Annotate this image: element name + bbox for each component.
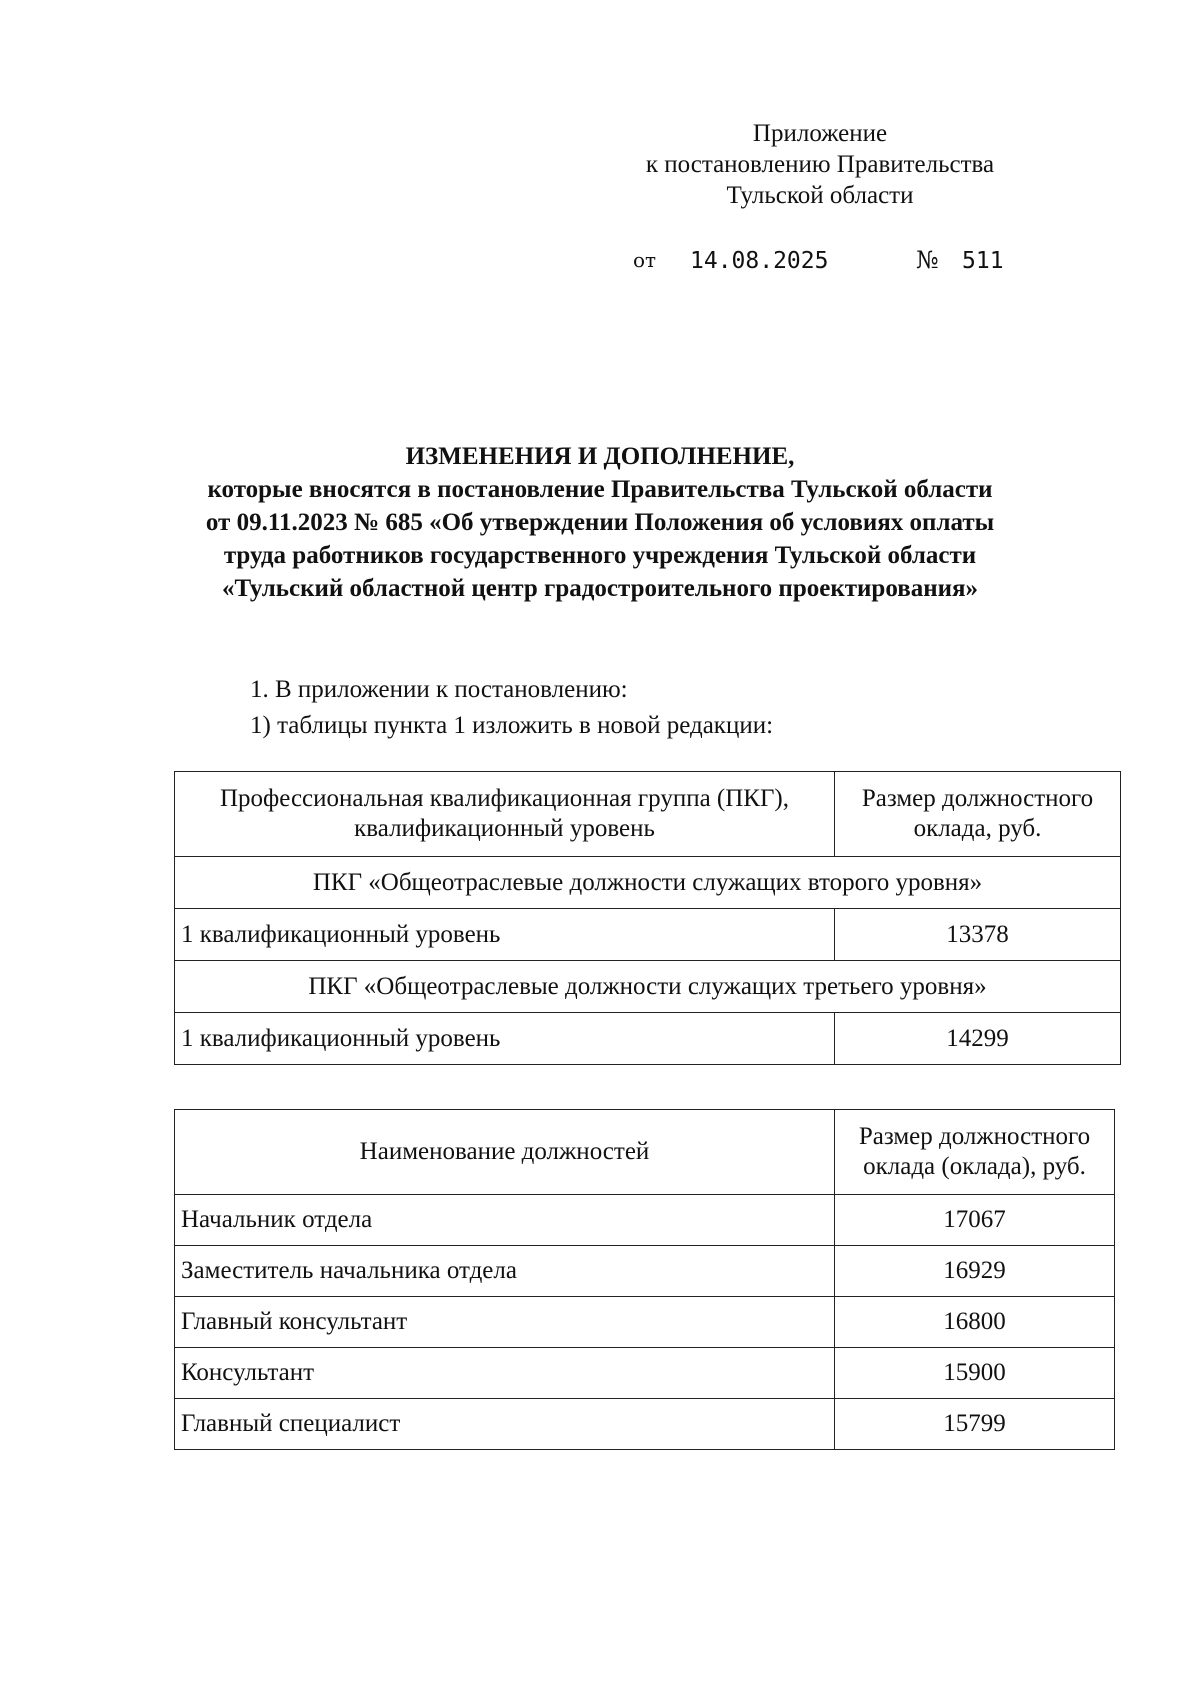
header-text: Размер должностного — [861, 785, 1094, 812]
header-cell-qualification — [175, 772, 835, 857]
salary-value: 16929 — [835, 1246, 1115, 1297]
salary-value: 17067 — [835, 1195, 1115, 1246]
salary-value: 15799 — [835, 1399, 1115, 1450]
group-title: ПКГ «Общеотраслевые должности служащих третьего уровня» — [175, 961, 1121, 1013]
header-text: оклада (оклада), руб. — [863, 1153, 1086, 1180]
header-cell-position: Наименование должностей — [175, 1110, 835, 1195]
appendix-reference: к постановлению Правительства — [645, 151, 995, 178]
intro-paragraphs — [250, 672, 773, 744]
salary-value: 16800 — [835, 1297, 1115, 1348]
heading-line: от 09.11.2023 № 685 «Об утверждении Положения об условиях оплаты — [205, 509, 995, 536]
intro-item: 1. В приложении к постановлению: — [250, 676, 628, 703]
group-title: ПКГ «Общеотраслевые должности служащих второго уровня» — [175, 857, 1121, 909]
appendix-region: Тульской области — [726, 182, 914, 209]
qualification-level: 1 квалификационный уровень — [175, 909, 835, 961]
date-prefix: от — [633, 248, 657, 272]
resolution-date: 14.08.2025 — [690, 248, 829, 274]
table-row — [175, 1246, 1115, 1297]
position-name: Консультант — [175, 1348, 835, 1399]
resolution-number: 511 — [962, 248, 1004, 274]
header-text: оклада, руб. — [913, 815, 1042, 842]
header-text: Размер должностного — [858, 1123, 1091, 1150]
positions-salary-table — [174, 1109, 1115, 1450]
table-row — [175, 1297, 1115, 1348]
resolution-date-number — [0, 246, 1200, 278]
salary-value: 13378 — [835, 909, 1121, 961]
table-row — [175, 1348, 1115, 1399]
appendix-block — [600, 118, 1040, 211]
header-cell-salary — [835, 772, 1121, 857]
heading-title: ИЗМЕНЕНИЯ И ДОПОЛНЕНИЕ, — [405, 443, 795, 470]
table-group-row — [175, 857, 1121, 909]
heading-line: которые вносятся в постановление Правительства Тульской области — [207, 476, 993, 503]
table-row — [175, 909, 1121, 961]
heading-line: труда работников государственного учреждения Тульской области — [223, 542, 977, 569]
intro-item: 1) таблицы пункта 1 изложить в новой редакции: — [250, 712, 774, 739]
table-group-row — [175, 961, 1121, 1013]
position-name: Начальник отдела — [175, 1195, 835, 1246]
position-name: Главный консультант — [175, 1297, 835, 1348]
salary-value: 14299 — [835, 1013, 1121, 1065]
table-row — [175, 1195, 1115, 1246]
number-sign: № — [916, 246, 939, 274]
pkg-salary-table — [174, 771, 1121, 1065]
appendix-title: Приложение — [752, 120, 888, 147]
document-heading — [150, 440, 1050, 605]
table-row — [175, 1399, 1115, 1450]
header-cell-salary — [835, 1110, 1115, 1195]
table-header-row — [175, 772, 1121, 857]
heading-line: «Тульский областной центр градостроительного проектирования» — [221, 575, 979, 602]
qualification-level: 1 квалификационный уровень — [175, 1013, 835, 1065]
position-name: Заместитель начальника отдела — [175, 1246, 835, 1297]
table-header-row — [175, 1110, 1115, 1195]
position-name: Главный специалист — [175, 1399, 835, 1450]
table-row — [175, 1013, 1121, 1065]
header-text: квалификационный уровень — [354, 815, 655, 842]
header-text: Профессиональная квалификационная группа (ПКГ), — [219, 785, 790, 812]
salary-value: 15900 — [835, 1348, 1115, 1399]
